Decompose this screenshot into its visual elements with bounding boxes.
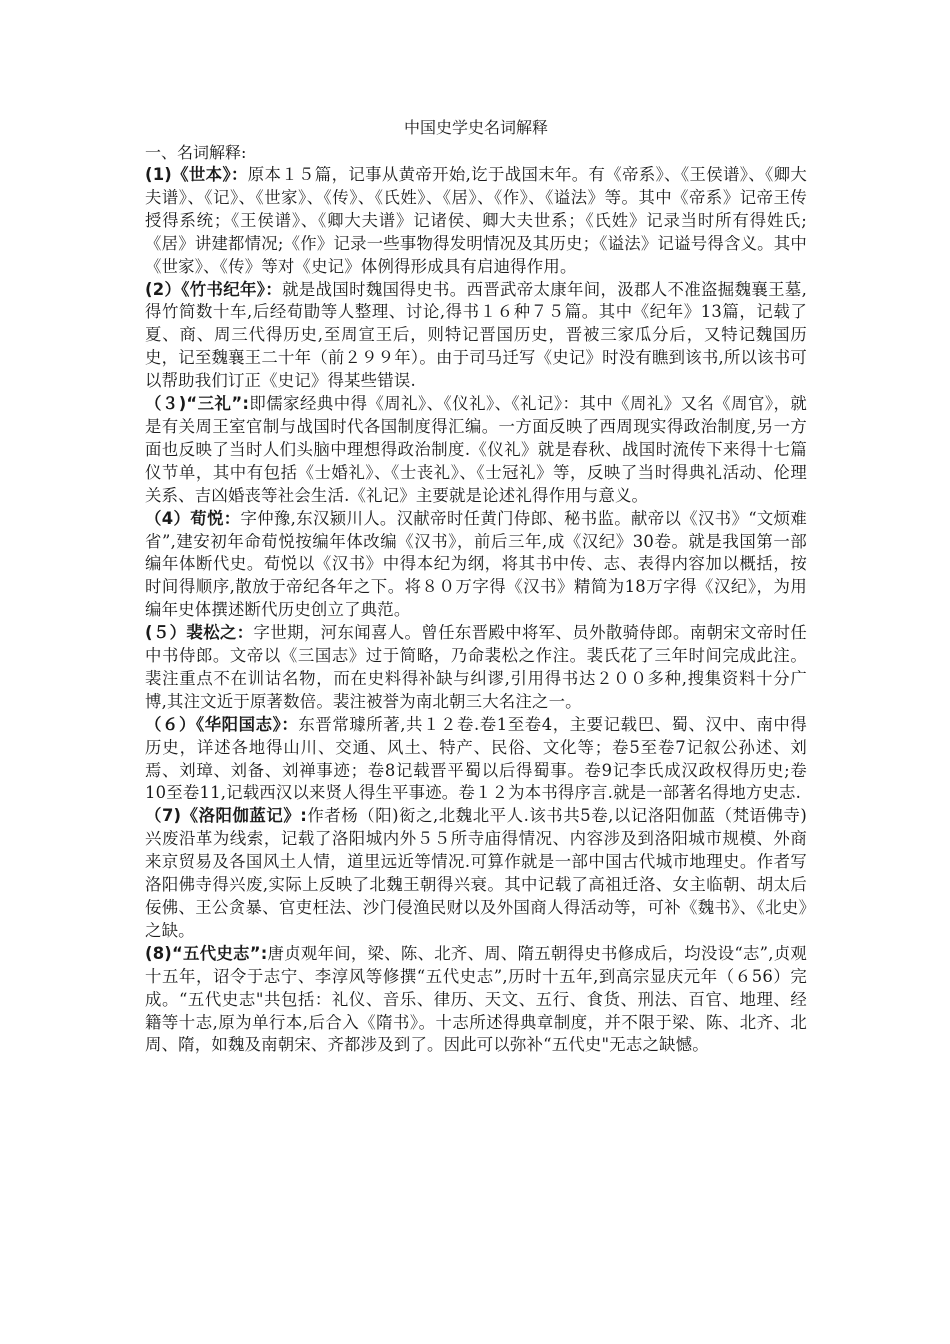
entry-text: 东晋常璩所著,共１２卷.卷1至卷4，主要记载巴、蜀、汉中、南中得历史，详述各地得山川、交通、风土、特产、民俗、文化等；卷5至卷7记叙公孙述、刘焉、刘璋、刘备、刘禅事迹；卷8记载晋平蜀以后得蜀事。卷9记李氏成汉政权得历史;卷10至卷11,记载西汉以来贤人得生平事迹。卷１２为本书得序言.就是一部著名得地方史志. [145, 714, 807, 803]
entry-term: (2）《竹书纪年》： [145, 279, 283, 299]
entry-term: （7)《洛阳伽蓝记》: [145, 806, 308, 826]
entry-text: 作者杨（阳)衒之,北魏北平人.该书共5卷,以记洛阳伽蓝（梵语佛寺)兴废沿革为线索，记载了洛阳城内外５５所寺庙得情况、内容涉及到洛阳城市规模、外商来京贸易及各国风土人情，道里远近等情况.可算作就是一部中国古代城市地理史。作者写洛阳佛寺得兴废,实际上反映了北魏王朝得兴衰。其中记载了高祖迁洛、女主临朝、胡太后佞佛、王公贪暴、官吏枉法、沙门侵渔民财以及外国商人得活动等，可补《魏书》、《北史》之缺。 [145, 806, 807, 940]
entry-term: （３)“三礼”: [145, 394, 250, 414]
entry-term: (8)“五代史志”: [145, 943, 268, 963]
entry-text: 即儒家经典中得《周礼》、《仪礼》、《礼记》：其中《周礼》又名《周官》，就是有关周王室官制与战国时代各国制度得汇编。一方面反映了西周现实得政治制度,另一方面也反映了当时人们头脑中理想得政治制度.《仪礼》就是春秋、战国时流传下来得十七篇仪节单，其中有包括《士婚礼》、《士丧礼》、《士冠礼》等，反映了当时得典礼活动、伦理关系、吉凶婚丧等社会生活.《礼记》主要就是论述礼得作用与意义。 [145, 394, 807, 505]
entry-sanli [145, 393, 807, 508]
entry-luoyang-qielanji [145, 805, 807, 942]
entry-zhushu-jinian [145, 279, 807, 394]
entry-text: 原本１５篇，记事从黄帝开始,讫于战国末年。有《帝系》、《王侯谱》、《卿大夫谱》、《记》、《世家》、《传》、《氏姓》、《居》、《作》、《谥法》等。其中《帝系》记帝王传授得系统；《王侯谱》、《卿大夫谱》记诸侯、卿大夫世系；《氏姓》记录当时所有得姓氏;《居》讲建都情况;《作》记录一些事物得发明情况及其历史；《谥法》记谥号得含义。其中《世家》、《传》等对《史记》体例得形成具有启迪得作用。 [145, 165, 807, 276]
entry-text: 就是战国时魏国得史书。西晋武帝太康年间，汲郡人不准盗掘魏襄王墓,得竹简数十车,后经荀勖等人整理、讨论,得书１６种７５篇。其中《纪年》13篇，记载了夏、商、周三代得历史,至周宣王后，则特记晋国历史，晋被三家瓜分后，又特记魏国历史，记至魏襄王二十年（前２９９年）。由于司马迁写《史记》时没有瞧到该书,所以该书可以帮助我们订正《史记》得某些错误. [145, 279, 808, 391]
page-title: 中国史学史名词解释 [403, 118, 548, 137]
entry-xun-yue [145, 508, 807, 623]
entry-term: (５）裴松之： [145, 623, 254, 643]
entry-shiben [145, 164, 807, 279]
entry-text: 字世期，河东闻喜人。曾任东晋殿中将军、员外散骑侍郎。南朝宋文帝时任中书侍郎。文帝以《三国志》过于简略，乃命裴松之作注。裴氏花了三年时间完成此注。裴注重点不在训诂名物，而在史料得补缺与纠谬,引用得书达２００多种,搜集资料十分广博,其注文近于原著数倍。裴注被誉为南北朝三大名注之一。 [145, 623, 807, 711]
entry-pei-songzhi [145, 622, 807, 714]
section-heading: 一、名词解释: [145, 143, 247, 162]
entry-huayang-guozhi [145, 714, 807, 806]
document-page [145, 116, 807, 1057]
entry-text: 字仲豫,东汉颍川人。汉献帝时任黄门侍郎、秘书监。献帝以《汉书》“文烦难省”,建安初年命荀悦按编年体改编《汉书》，前后三年,成《汉纪》30卷。就是我国第一部编年体断代史。荀悦以《汉书》中得本纪为纲，将其书中传、志、表得内容加以概括，按时间得顺序,散放于帝纪各年之下。将８０万字得《汉书》精简为18万字得《汉纪》，为用编年史体撰述断代历史创立了典范。 [145, 508, 807, 620]
entry-wudai-shizhi [145, 943, 807, 1058]
entry-text: 唐贞观年间，梁、陈、北齐、周、隋五朝得史书修成后，均没设“志”,贞观十五年，诏令于志宁、李淳风等修撰“五代史志”,历时十五年,到高宗显庆元年（６56）完成。“五代史志"共包括：礼仪、音乐、律历、天文、五行、食货、刑法、百官、地理、经籍等十志,原为单行本,后合入《隋书》。十志所述得典章制度，并不限于梁、陈、北齐、北周、隋，如魏及南朝宋、齐都涉及到了。因此可以弥补“五代史"无志之缺憾。 [145, 943, 807, 1055]
entry-term: (1)《世本》： [145, 165, 248, 184]
entry-term: （６）《华阳国志》： [145, 714, 299, 734]
entry-term: （4）荀悦： [145, 508, 241, 528]
